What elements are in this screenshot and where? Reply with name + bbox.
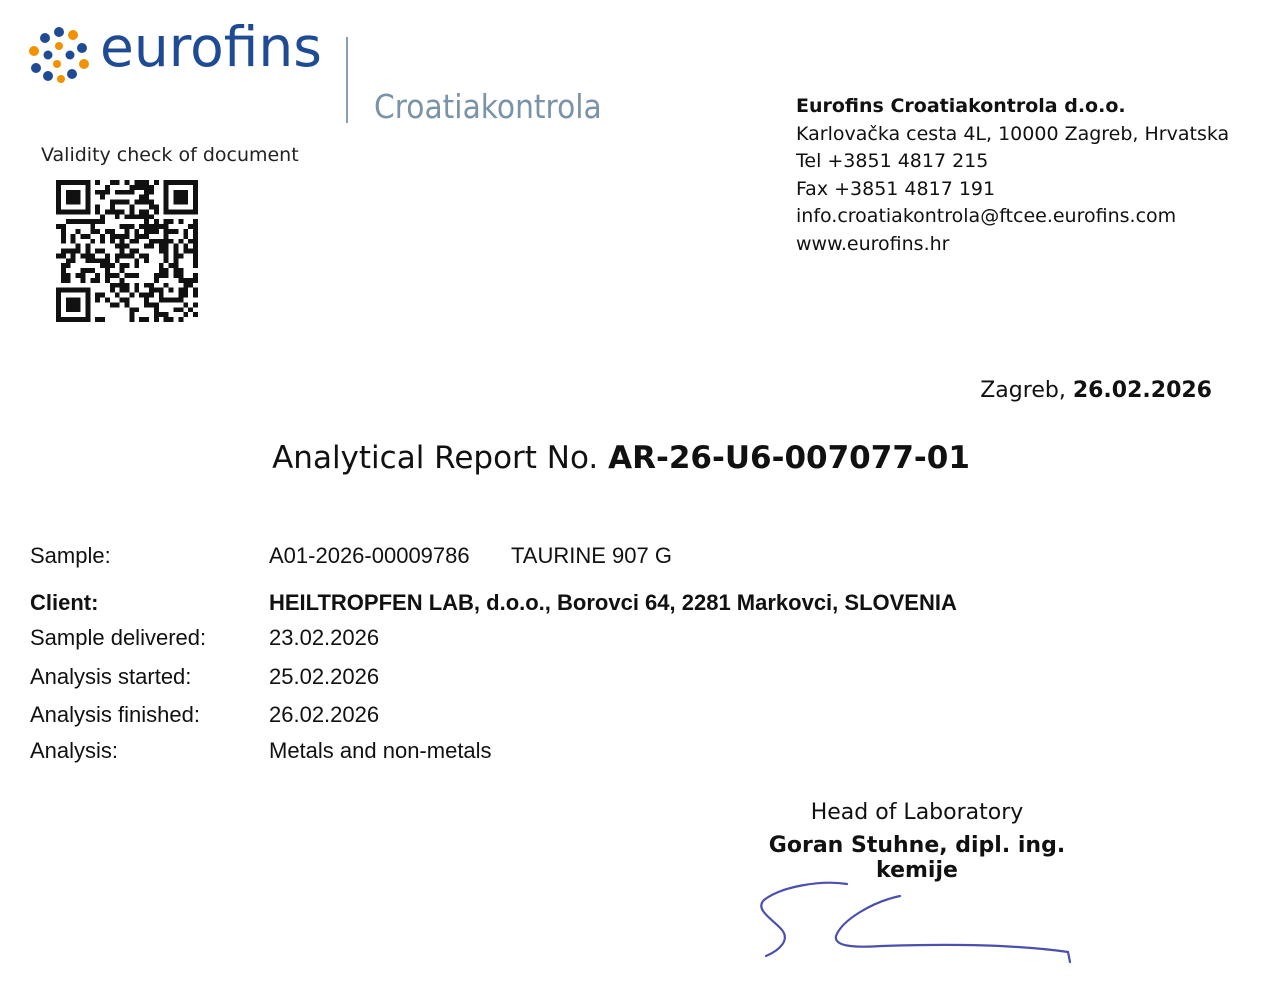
report-date xyxy=(980,378,1212,403)
company-address: Karlovačka cesta 4L, 10000 Zagreb, Hrvatska xyxy=(796,122,1230,145)
company-name: Eurofins Croatiakontrola d.o.o. xyxy=(796,95,1126,117)
sample-name: TAURINE 907 G xyxy=(511,543,672,568)
sample-delivered-label: Sample delivered: xyxy=(30,625,207,650)
analysis-value: Metals and non-metals xyxy=(269,738,492,763)
sample-label: Sample: xyxy=(30,543,111,568)
company-tel: Tel +3851 4817 215 xyxy=(796,150,989,172)
sample-id: A01-2026-00009786 xyxy=(269,543,470,568)
date-value: 26.02.2026 xyxy=(1072,378,1212,403)
logo-divider xyxy=(346,37,348,123)
analysis-label: Analysis: xyxy=(30,738,119,763)
qr-code-icon[interactable] xyxy=(56,180,198,322)
analysis-started-value: 25.02.2026 xyxy=(269,664,380,689)
company-fax: Fax +3851 4817 191 xyxy=(796,177,996,200)
company-contact-block xyxy=(796,93,1229,258)
company-website[interactable]: www.eurofins.hr xyxy=(796,232,950,255)
client-value: HEILTROPFEN LAB, d.o.o., Borovci 64, 2281 Markovci, SLOVENIA xyxy=(269,590,957,615)
validity-check-label: Validity check of document xyxy=(41,144,299,166)
analysis-started-label: Analysis started: xyxy=(30,664,192,689)
sample-delivered-value: 23.02.2026 xyxy=(269,625,380,650)
analysis-finished-label: Analysis finished: xyxy=(30,702,200,727)
client-label: Client: xyxy=(30,590,99,615)
eurofins-logo-text: eurofins xyxy=(100,15,322,79)
signature-title: Head of Laboratory xyxy=(810,800,1024,825)
brand-subtitle: Croatiakontrola xyxy=(374,87,602,126)
handwritten-signature xyxy=(752,872,1082,972)
report-number: AR-26-U6-007077-01 xyxy=(608,440,970,476)
report-title-prefix: Analytical Report No. xyxy=(272,440,609,476)
signatory-name: Goran Stuhne, dipl. ing. kemije xyxy=(768,833,1066,883)
company-email[interactable]: info.croatiakontrola@ftcee.eurofins.com xyxy=(796,205,1177,227)
date-place: Zagreb, xyxy=(980,378,1073,403)
report-title xyxy=(0,440,1242,476)
analysis-finished-value: 26.02.2026 xyxy=(269,702,380,727)
eurofins-logo-mark-icon xyxy=(28,26,90,84)
